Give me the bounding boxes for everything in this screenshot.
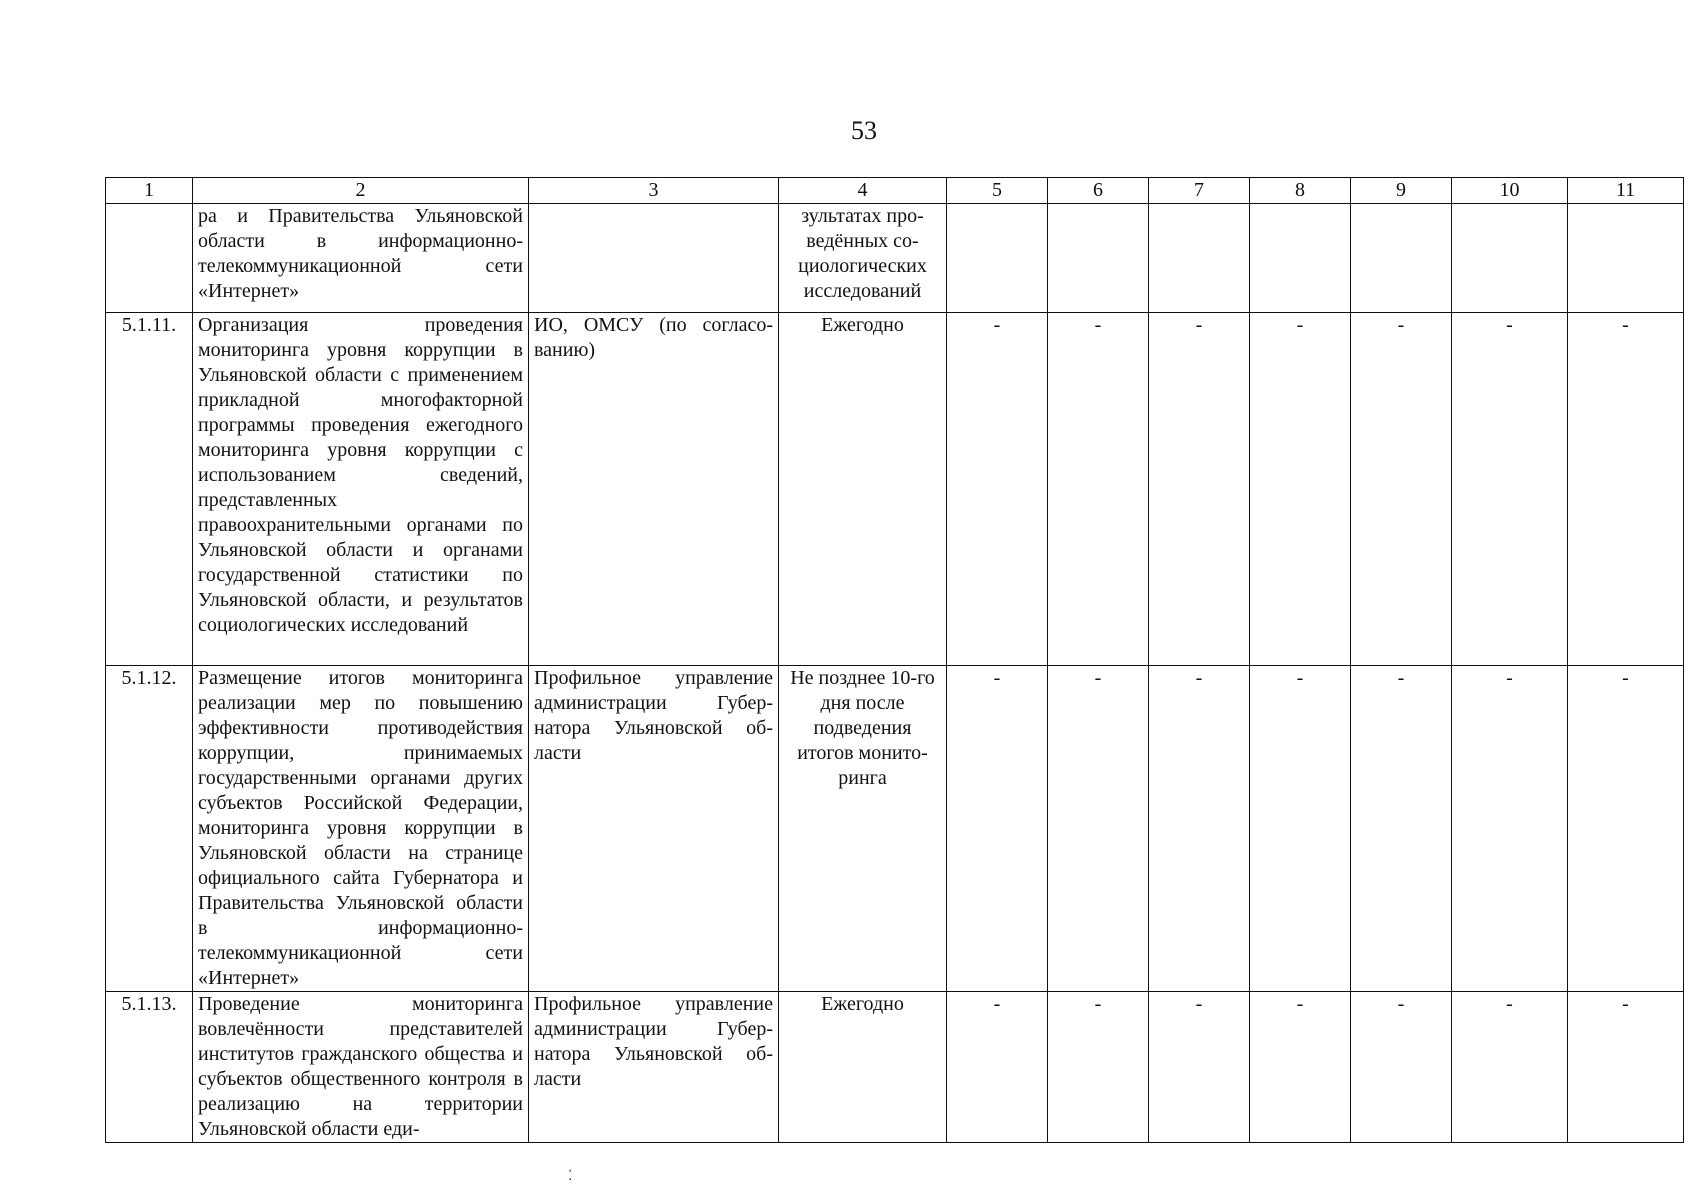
item-description: Проведение мониторинга вовлечённости представителей институтов гражданского общества и субъектов общественного контроля в реализацию на территории Ульяновской области еди-	[193, 992, 529, 1143]
header-cell: 9	[1351, 178, 1452, 204]
value-cell: -	[1048, 666, 1149, 992]
header-cell: 11	[1568, 178, 1684, 204]
item-responsible	[529, 204, 779, 313]
value-cell	[1351, 204, 1452, 313]
value-cell: -	[1351, 313, 1452, 666]
header-cell: 6	[1048, 178, 1149, 204]
item-number: 5.1.12.	[106, 666, 193, 992]
item-term: Ежегодно	[779, 313, 947, 666]
value-cell: -	[1250, 666, 1351, 992]
value-cell	[947, 204, 1048, 313]
value-cell: -	[1568, 666, 1684, 992]
header-cell: 3	[529, 178, 779, 204]
header-cell: 4	[779, 178, 947, 204]
value-cell: -	[1452, 992, 1568, 1143]
header-cell: 8	[1250, 178, 1351, 204]
item-term: Ежегодно	[779, 992, 947, 1143]
value-cell	[1149, 204, 1250, 313]
item-number	[106, 204, 193, 313]
value-cell: -	[1149, 313, 1250, 666]
page-number: 53	[851, 116, 877, 145]
value-cell: -	[947, 992, 1048, 1143]
value-cell: -	[1048, 313, 1149, 666]
header-cell: 10	[1452, 178, 1568, 204]
item-term: зультатах проведённых социологических исследований	[779, 204, 947, 313]
scan-speck: ⁚	[568, 1168, 573, 1184]
value-cell: -	[947, 666, 1048, 992]
value-cell: -	[1250, 313, 1351, 666]
item-number: 5.1.11.	[106, 313, 193, 666]
header-cell: 7	[1149, 178, 1250, 204]
plan-table	[105, 177, 1684, 1143]
table-row	[106, 313, 1684, 666]
value-cell: -	[1149, 992, 1250, 1143]
value-cell: -	[1149, 666, 1250, 992]
table-row	[106, 992, 1684, 1143]
header-cell: 2	[193, 178, 529, 204]
value-cell: -	[1568, 992, 1684, 1143]
item-description: Организация проведения мониторинга уровня коррупции в Ульяновской области с применением прикладной многофакторной программы проведения ежегодного мониторинга уровня коррупции с использованием сведений, представленных правоохранительными органами по Ульяновской области и органами государственной статистики по Ульяновской области, и результатов социологических исследований	[193, 313, 529, 666]
value-cell: -	[1250, 992, 1351, 1143]
value-cell	[1568, 204, 1684, 313]
item-number: 5.1.13.	[106, 992, 193, 1143]
value-cell: -	[947, 313, 1048, 666]
value-cell	[1048, 204, 1149, 313]
value-cell: -	[1568, 313, 1684, 666]
header-cell: 1	[106, 178, 193, 204]
header-cell: 5	[947, 178, 1048, 204]
value-cell	[1452, 204, 1568, 313]
value-cell: -	[1452, 666, 1568, 992]
value-cell: -	[1351, 666, 1452, 992]
value-cell	[1250, 204, 1351, 313]
item-responsible: ИО, ОМСУ (по согласованию)	[529, 313, 779, 666]
item-description: ра и Правительства Ульяновской области в информационно-телекоммуникационной сети «Интернет»	[193, 204, 529, 313]
table-row	[106, 204, 1684, 313]
table-row	[106, 666, 1684, 992]
value-cell: -	[1048, 992, 1149, 1143]
item-term: Не позднее 10-го дня после подведения итогов мониторинга	[779, 666, 947, 992]
header-row	[106, 178, 1684, 204]
value-cell: -	[1452, 313, 1568, 666]
item-responsible: Профильное управление администрации Губернатора Ульяновской области	[529, 666, 779, 992]
item-description: Размещение итогов мониторинга реализации мер по повышению эффективности противодействия коррупции, принимаемых государственными органами других субъектов Российской Федерации, мониторинга уровня коррупции в Ульяновской области на странице официального сайта Губернатора и Правительства Ульяновской области в информационно-телекоммуникационной сети «Интернет»	[193, 666, 529, 992]
value-cell: -	[1351, 992, 1452, 1143]
item-responsible: Профильное управление администрации Губернатора Ульяновской области	[529, 992, 779, 1143]
